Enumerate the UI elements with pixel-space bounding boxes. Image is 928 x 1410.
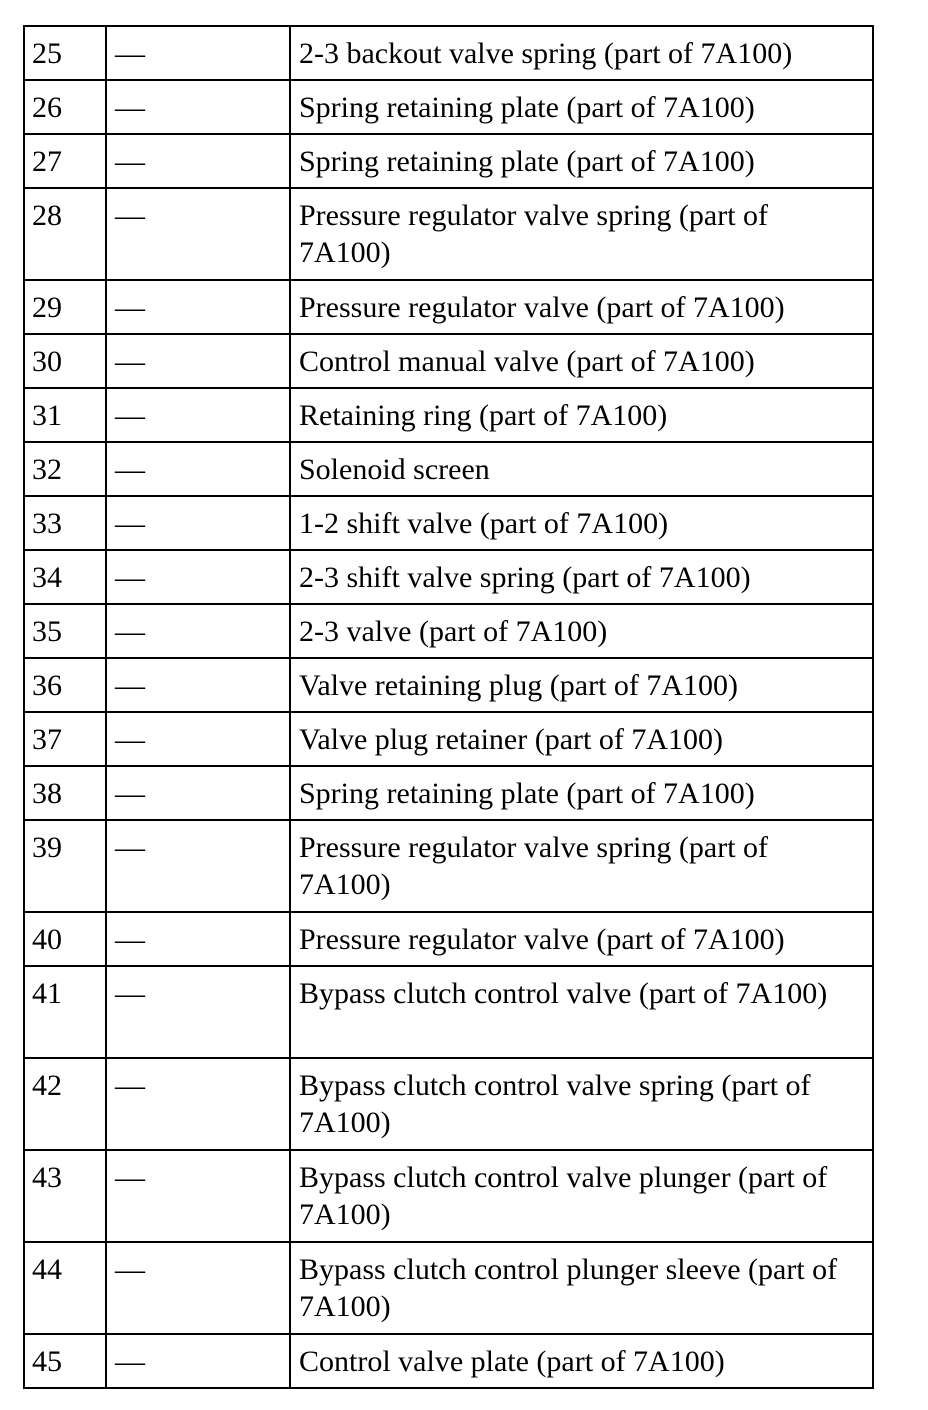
description-cell: Retaining ring (part of 7A100): [290, 388, 873, 442]
ref-number-cell: 44: [24, 1242, 106, 1334]
part-number-cell: —: [106, 280, 290, 334]
ref-number-cell: 33: [24, 496, 106, 550]
parts-table: [23, 25, 874, 1389]
ref-number-cell: 27: [24, 134, 106, 188]
ref-number-cell: 26: [24, 80, 106, 134]
table-row: [24, 766, 873, 820]
part-number-cell: —: [106, 766, 290, 820]
description-cell: Pressure regulator valve spring (part of 7A100): [290, 188, 873, 280]
part-number-cell: —: [106, 712, 290, 766]
ref-number-cell: 41: [24, 966, 106, 1058]
table-row: [24, 966, 873, 1058]
table-row: [24, 912, 873, 966]
parts-table-body: [24, 26, 873, 1388]
table-row: [24, 188, 873, 280]
part-number-cell: —: [106, 334, 290, 388]
description-cell: Spring retaining plate (part of 7A100): [290, 80, 873, 134]
table-row: [24, 280, 873, 334]
description-cell: Pressure regulator valve spring (part of 7A100): [290, 820, 873, 912]
table-row: [24, 496, 873, 550]
table-row: [24, 604, 873, 658]
table-row: [24, 334, 873, 388]
description-cell: Solenoid screen: [290, 442, 873, 496]
table-row: [24, 388, 873, 442]
part-number-cell: —: [106, 80, 290, 134]
description-cell: Valve plug retainer (part of 7A100): [290, 712, 873, 766]
part-number-cell: —: [106, 496, 290, 550]
description-cell: 2-3 valve (part of 7A100): [290, 604, 873, 658]
ref-number-cell: 29: [24, 280, 106, 334]
part-number-cell: —: [106, 1058, 290, 1150]
ref-number-cell: 36: [24, 658, 106, 712]
part-number-cell: —: [106, 188, 290, 280]
table-row: [24, 442, 873, 496]
part-number-cell: —: [106, 550, 290, 604]
ref-number-cell: 32: [24, 442, 106, 496]
description-cell: Pressure regulator valve (part of 7A100): [290, 912, 873, 966]
description-cell: Bypass clutch control plunger sleeve (part of 7A100): [290, 1242, 873, 1334]
ref-number-cell: 31: [24, 388, 106, 442]
part-number-cell: —: [106, 966, 290, 1058]
part-number-cell: —: [106, 134, 290, 188]
ref-number-cell: 35: [24, 604, 106, 658]
part-number-cell: —: [106, 1334, 290, 1388]
ref-number-cell: 40: [24, 912, 106, 966]
ref-number-cell: 25: [24, 26, 106, 80]
part-number-cell: —: [106, 26, 290, 80]
description-cell: Pressure regulator valve (part of 7A100): [290, 280, 873, 334]
ref-number-cell: 30: [24, 334, 106, 388]
part-number-cell: —: [106, 442, 290, 496]
ref-number-cell: 45: [24, 1334, 106, 1388]
part-number-cell: —: [106, 658, 290, 712]
description-cell: Spring retaining plate (part of 7A100): [290, 766, 873, 820]
description-cell: 1-2 shift valve (part of 7A100): [290, 496, 873, 550]
part-number-cell: —: [106, 604, 290, 658]
table-row: [24, 1334, 873, 1388]
ref-number-cell: 34: [24, 550, 106, 604]
table-row: [24, 1150, 873, 1242]
ref-number-cell: 28: [24, 188, 106, 280]
table-row: [24, 80, 873, 134]
table-row: [24, 820, 873, 912]
description-cell: 2-3 backout valve spring (part of 7A100): [290, 26, 873, 80]
ref-number-cell: 39: [24, 820, 106, 912]
ref-number-cell: 43: [24, 1150, 106, 1242]
description-cell: Valve retaining plug (part of 7A100): [290, 658, 873, 712]
ref-number-cell: 42: [24, 1058, 106, 1150]
part-number-cell: —: [106, 1242, 290, 1334]
table-row: [24, 1058, 873, 1150]
table-row: [24, 1242, 873, 1334]
description-cell: Control manual valve (part of 7A100): [290, 334, 873, 388]
ref-number-cell: 38: [24, 766, 106, 820]
description-cell: Bypass clutch control valve spring (part of 7A100): [290, 1058, 873, 1150]
ref-number-cell: 37: [24, 712, 106, 766]
table-row: [24, 712, 873, 766]
description-cell: 2-3 shift valve spring (part of 7A100): [290, 550, 873, 604]
description-cell: Bypass clutch control valve plunger (part of 7A100): [290, 1150, 873, 1242]
part-number-cell: —: [106, 912, 290, 966]
description-cell: Spring retaining plate (part of 7A100): [290, 134, 873, 188]
description-cell: Bypass clutch control valve (part of 7A100): [290, 966, 873, 1058]
part-number-cell: —: [106, 388, 290, 442]
table-row: [24, 134, 873, 188]
table-row: [24, 550, 873, 604]
part-number-cell: —: [106, 1150, 290, 1242]
part-number-cell: —: [106, 820, 290, 912]
table-row: [24, 658, 873, 712]
description-cell: Control valve plate (part of 7A100): [290, 1334, 873, 1388]
table-row: [24, 26, 873, 80]
